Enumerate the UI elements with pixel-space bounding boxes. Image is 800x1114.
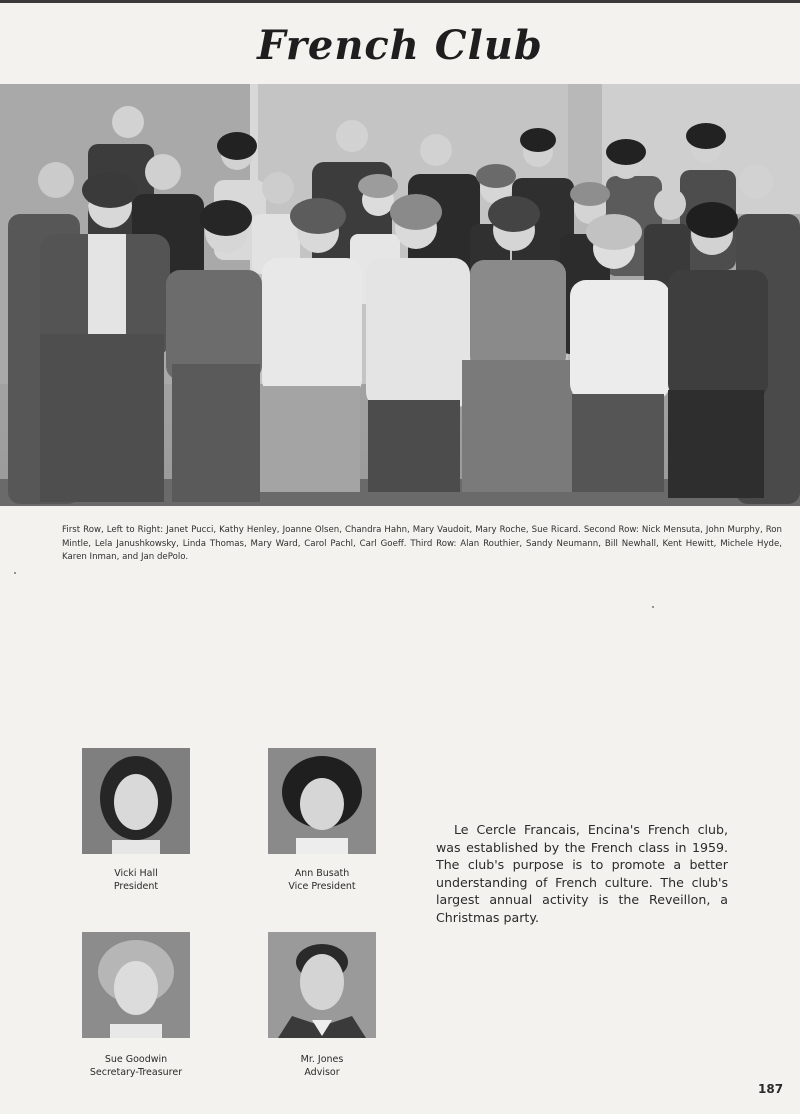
portrait-advisor-image: [268, 932, 376, 1038]
officer-name: Mr. Jones: [300, 1054, 344, 1065]
portrait-secretary-treasurer: [82, 932, 190, 1038]
top-rule: [0, 0, 800, 3]
club-description: Le Cercle Francais, Encina's French club, was established by the French class in 1959. The club's purpose is to promote a better understanding of French culture. The club's largest annual activity is the Reveillon, a Christmas party.: [436, 822, 728, 925]
print-speck: [652, 606, 654, 608]
officer-name: Ann Busath: [294, 868, 350, 879]
officer-role: Advisor: [304, 1066, 340, 1078]
portrait-president-image: [82, 748, 190, 854]
portrait-president: [82, 748, 190, 854]
officer-caption-advisor: [252, 1054, 392, 1079]
officer-name: Sue Goodwin: [104, 1054, 168, 1065]
group-photo: [0, 84, 800, 506]
page-title: French Club: [257, 22, 543, 69]
group-photo-image: [0, 84, 800, 506]
portrait-vice-president-image: [268, 748, 376, 854]
print-speck: [14, 572, 16, 574]
portrait-secretary-treasurer-image: [82, 932, 190, 1038]
group-photo-caption: First Row, Left to Right: Janet Pucci, Kathy Henley, Joanne Olsen, Chandra Hahn, Mary Vaudoit, Mary Roche, Sue Ricard. Second Row: Nick Mensuta, John Murphy, Ron Mintle, Lela Janushkowsky, Linda Thomas, Mary Ward, Carol Pachl, Carl Goeff. Third Row: Alan Routhier, Sandy Neumann, Bill Newhall, Kent Hewitt, Michele Hyde, Karen Inman, and Jan dePolo.: [62, 525, 782, 562]
officer-role: President: [113, 880, 159, 892]
officer-caption-secretary-treasurer: [66, 1054, 206, 1079]
officer-caption-president: [66, 868, 206, 893]
page-number: 187: [758, 1082, 784, 1096]
officer-caption-vice-president: [252, 868, 392, 893]
portrait-vice-president: [268, 748, 376, 854]
portrait-advisor: [268, 932, 376, 1038]
officer-role: Vice President: [288, 880, 356, 892]
officer-name: Vicki Hall: [114, 868, 158, 879]
officer-role: Secretary-Treasurer: [89, 1066, 183, 1078]
